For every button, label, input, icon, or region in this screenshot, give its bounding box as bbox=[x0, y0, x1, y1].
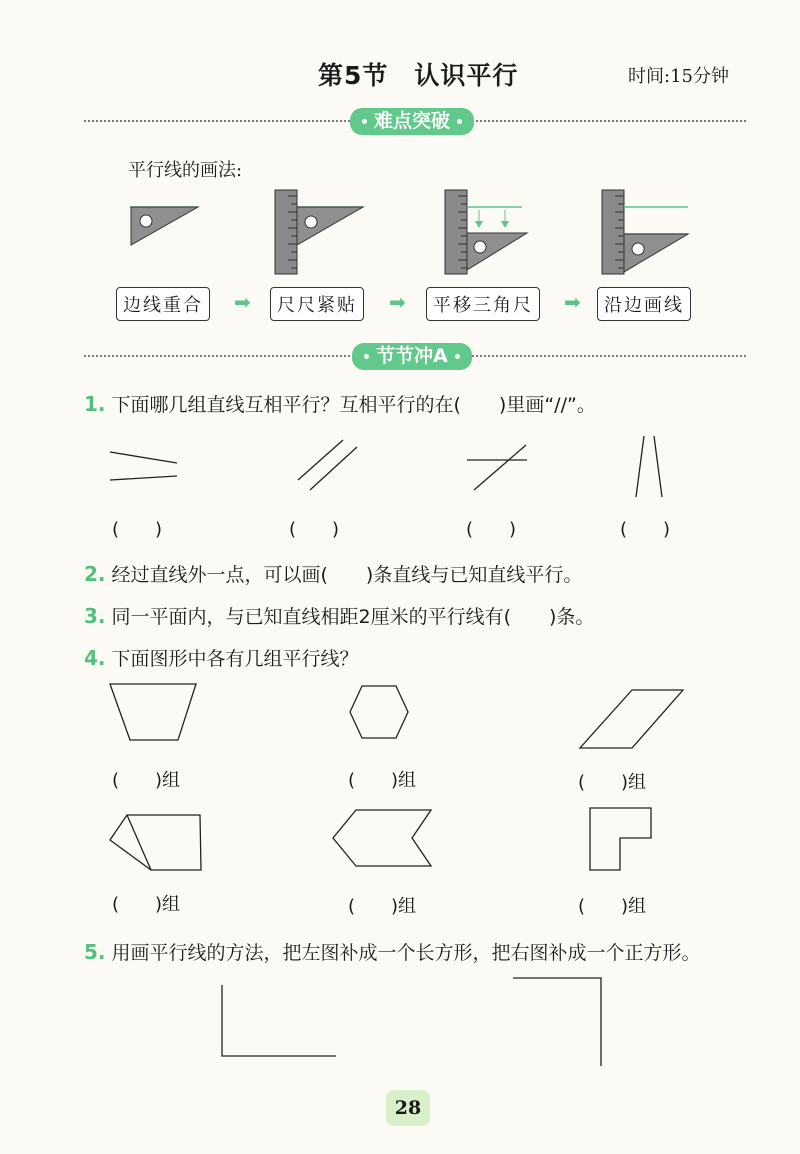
section-label-text: 节节冲A bbox=[376, 345, 448, 367]
page-title: 第5节 认识平行 bbox=[318, 61, 519, 90]
question-text: 经过直线外一点，可以画( )条直线与已知直线平行。 bbox=[111, 564, 583, 586]
answer-blank[interactable]: ( ) bbox=[289, 519, 340, 540]
step-3-label: 平移三角尺 bbox=[426, 287, 540, 321]
step-1-label: 边线重合 bbox=[116, 287, 210, 321]
arrow-right-icon: ➡ bbox=[234, 290, 251, 314]
arrow-right-icon: ➡ bbox=[564, 290, 581, 314]
question-text: 同一平面内，与已知直线相距2厘米的平行线有( )条。 bbox=[111, 606, 595, 628]
answer-blank[interactable]: ( )组 bbox=[112, 894, 181, 915]
section-label-text: 难点突破 bbox=[374, 110, 451, 132]
answer-blank[interactable]: ( ) bbox=[112, 519, 163, 540]
question-text: 下面哪几组直线互相平行？互相平行的在( )里画“//”。 bbox=[111, 394, 596, 416]
answer-blank[interactable]: ( )组 bbox=[348, 896, 417, 917]
answer-blank[interactable]: ( ) bbox=[620, 519, 671, 540]
answer-blank[interactable]: ( ) bbox=[466, 519, 517, 540]
answer-blank[interactable]: ( )组 bbox=[348, 770, 417, 791]
answer-blank[interactable]: ( )组 bbox=[578, 772, 647, 793]
step-2-label: 尺尺紧贴 bbox=[270, 287, 364, 321]
question-text: 下面图形中各有几组平行线？ bbox=[111, 648, 359, 670]
question-text: 用画平行线的方法，把左图补成一个长方形，把右图补成一个正方形。 bbox=[111, 942, 701, 964]
page-number: 28 bbox=[386, 1090, 430, 1126]
question-number: 1. bbox=[84, 392, 106, 416]
answer-blank[interactable]: ( )组 bbox=[112, 770, 181, 791]
step-4-label: 沿边画线 bbox=[597, 287, 691, 321]
arrow-right-icon: ➡ bbox=[389, 290, 406, 314]
question-number: 3. bbox=[84, 604, 106, 628]
question-number: 2. bbox=[84, 562, 106, 586]
question-number: 4. bbox=[84, 646, 106, 670]
question-number: 5. bbox=[84, 940, 106, 964]
time-limit: 时间:15分钟 bbox=[628, 66, 729, 87]
answer-blank[interactable]: ( )组 bbox=[578, 896, 647, 917]
method-subtitle: 平行线的画法: bbox=[128, 160, 243, 181]
